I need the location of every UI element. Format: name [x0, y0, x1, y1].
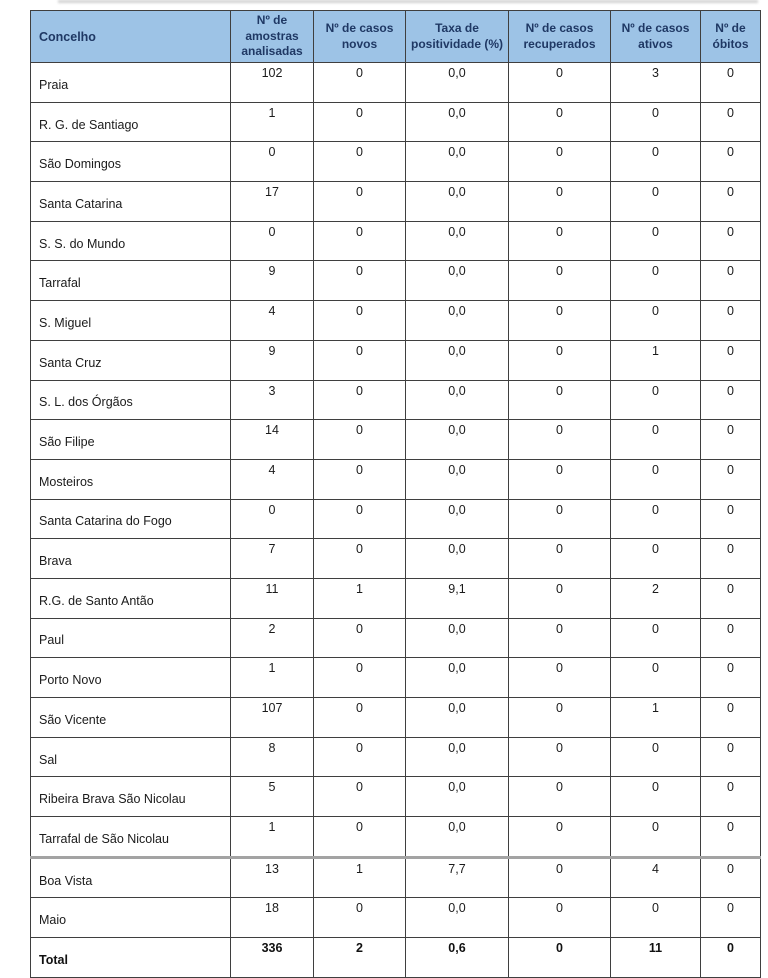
cell-taxa: 0,0 — [406, 777, 509, 817]
cell-recuperados: 0 — [509, 420, 611, 460]
cell-amostras: 0 — [231, 221, 314, 261]
cell-amostras: 14 — [231, 420, 314, 460]
cell-obitos: 0 — [701, 817, 761, 858]
table-row-sl-dos-orgaos — [31, 380, 761, 420]
cell-recuperados: 0 — [509, 102, 611, 142]
cell-recuperados: 0 — [509, 777, 611, 817]
cell-novos: 0 — [314, 658, 406, 698]
cell-taxa: 0,0 — [406, 658, 509, 698]
table-row-boa-vista — [31, 857, 761, 898]
column-header-casos-novos: Nº de casos novos — [314, 11, 406, 63]
table-row-rg-de-santiago — [31, 102, 761, 142]
column-header-concelho: Concelho — [31, 11, 231, 63]
cell-obitos: 0 — [701, 777, 761, 817]
cell-ativos: 0 — [611, 380, 701, 420]
cell-recuperados: 0 — [509, 618, 611, 658]
cell-obitos: 0 — [701, 221, 761, 261]
cell-taxa: 0,0 — [406, 898, 509, 938]
cell-taxa: 0,0 — [406, 539, 509, 579]
cell-taxa: 0,0 — [406, 459, 509, 499]
cell-taxa: 0,0 — [406, 261, 509, 301]
table-row-s-miguel — [31, 301, 761, 341]
cell-recuperados: 0 — [509, 698, 611, 738]
cell-concelho: S. S. do Mundo — [31, 221, 231, 261]
cell-recuperados: 0 — [509, 459, 611, 499]
cell-ativos: 0 — [611, 221, 701, 261]
cell-recuperados: 0 — [509, 499, 611, 539]
cell-recuperados: 0 — [509, 898, 611, 938]
table-row-tarrafal — [31, 261, 761, 301]
table-row-brava — [31, 539, 761, 579]
table-row-sal — [31, 737, 761, 777]
cell-taxa: 9,1 — [406, 578, 509, 618]
cell-concelho: Praia — [31, 63, 231, 103]
cell-taxa: 0,0 — [406, 499, 509, 539]
cell-novos: 0 — [314, 102, 406, 142]
cell-ativos: 0 — [611, 658, 701, 698]
table-row-paul — [31, 618, 761, 658]
cell-novos: 0 — [314, 898, 406, 938]
cell-taxa: 0,0 — [406, 102, 509, 142]
cell-obitos: 0 — [701, 102, 761, 142]
table-row-praia — [31, 63, 761, 103]
cell-ativos: 0 — [611, 737, 701, 777]
cell-ativos: 1 — [611, 698, 701, 738]
cell-ativos: 0 — [611, 817, 701, 858]
cell-ativos: 2 — [611, 578, 701, 618]
cell-obitos: 0 — [701, 340, 761, 380]
cell-obitos: 0 — [701, 578, 761, 618]
column-header-casos-recuperados: Nº de casos recuperados — [509, 11, 611, 63]
cell-novos: 0 — [314, 142, 406, 182]
cell-amostras: 2 — [231, 618, 314, 658]
cell-ativos: 0 — [611, 102, 701, 142]
table-row-tarrafal-de-sao-nicolau — [31, 817, 761, 858]
table-row-sao-filipe — [31, 420, 761, 460]
cell-ativos: 0 — [611, 459, 701, 499]
cell-amostras: 107 — [231, 698, 314, 738]
column-header-amostras-analisadas: Nº de amostras analisadas — [231, 11, 314, 63]
cell-recuperados: 0 — [509, 658, 611, 698]
column-header-obitos: Nº de óbitos — [701, 11, 761, 63]
cell-novos: 0 — [314, 420, 406, 460]
cell-amostras: 4 — [231, 459, 314, 499]
cell-obitos: 0 — [701, 499, 761, 539]
column-header-casos-ativos: Nº de casos ativos — [611, 11, 701, 63]
table-row-santa-catarina — [31, 182, 761, 222]
cell-total-amostras: 336 — [231, 938, 314, 978]
cell-concelho: Sal — [31, 737, 231, 777]
cell-recuperados: 0 — [509, 301, 611, 341]
cell-obitos: 0 — [701, 898, 761, 938]
cell-novos: 0 — [314, 380, 406, 420]
cell-concelho: São Domingos — [31, 142, 231, 182]
cell-concelho: Paul — [31, 618, 231, 658]
cell-novos: 0 — [314, 737, 406, 777]
cell-concelho: Maio — [31, 898, 231, 938]
cell-obitos: 0 — [701, 380, 761, 420]
cell-ativos: 0 — [611, 182, 701, 222]
cell-ativos: 4 — [611, 857, 701, 898]
cell-recuperados: 0 — [509, 182, 611, 222]
cell-recuperados: 0 — [509, 380, 611, 420]
cell-obitos: 0 — [701, 182, 761, 222]
cell-recuperados: 0 — [509, 857, 611, 898]
cell-novos: 0 — [314, 499, 406, 539]
cell-concelho: Tarrafal de São Nicolau — [31, 817, 231, 858]
cell-total-novos: 2 — [314, 938, 406, 978]
column-header-taxa-positividade: Taxa de positividade (%) — [406, 11, 509, 63]
cell-obitos: 0 — [701, 142, 761, 182]
cell-taxa: 0,0 — [406, 618, 509, 658]
cell-total-label: Total — [31, 938, 231, 978]
cell-taxa: 0,0 — [406, 340, 509, 380]
table-row-ss-do-mundo — [31, 221, 761, 261]
table-body — [31, 63, 761, 978]
cell-taxa: 0,0 — [406, 301, 509, 341]
page-edge-artifact — [58, 0, 758, 3]
cell-novos: 0 — [314, 261, 406, 301]
cell-amostras: 3 — [231, 380, 314, 420]
cell-obitos: 0 — [701, 737, 761, 777]
cell-novos: 0 — [314, 221, 406, 261]
cell-concelho: Tarrafal — [31, 261, 231, 301]
table-row-santa-cruz — [31, 340, 761, 380]
cell-recuperados: 0 — [509, 578, 611, 618]
cell-concelho: Santa Catarina do Fogo — [31, 499, 231, 539]
cell-novos: 1 — [314, 578, 406, 618]
cell-amostras: 9 — [231, 261, 314, 301]
cell-concelho: São Filipe — [31, 420, 231, 460]
cell-obitos: 0 — [701, 857, 761, 898]
cell-amostras: 4 — [231, 301, 314, 341]
cell-recuperados: 0 — [509, 221, 611, 261]
cell-obitos: 0 — [701, 261, 761, 301]
cell-obitos: 0 — [701, 698, 761, 738]
cell-ativos: 0 — [611, 301, 701, 341]
cell-novos: 0 — [314, 698, 406, 738]
cell-taxa: 0,0 — [406, 182, 509, 222]
cell-obitos: 0 — [701, 63, 761, 103]
cell-obitos: 0 — [701, 301, 761, 341]
cell-amostras: 11 — [231, 578, 314, 618]
cell-recuperados: 0 — [509, 539, 611, 579]
cell-taxa: 0,0 — [406, 63, 509, 103]
table-row-mosteiros — [31, 459, 761, 499]
cell-concelho: Brava — [31, 539, 231, 579]
cell-ativos: 0 — [611, 618, 701, 658]
cell-amostras: 18 — [231, 898, 314, 938]
cell-novos: 1 — [314, 857, 406, 898]
cell-amostras: 9 — [231, 340, 314, 380]
cell-amostras: 1 — [231, 817, 314, 858]
cell-obitos: 0 — [701, 658, 761, 698]
cell-total-ativos: 11 — [611, 938, 701, 978]
cell-recuperados: 0 — [509, 737, 611, 777]
cell-total-obitos: 0 — [701, 938, 761, 978]
cell-concelho: R. G. de Santiago — [31, 102, 231, 142]
cell-concelho: São Vicente — [31, 698, 231, 738]
cell-ativos: 0 — [611, 261, 701, 301]
cell-novos: 0 — [314, 182, 406, 222]
cell-amostras: 0 — [231, 499, 314, 539]
cell-concelho: R.G. de Santo Antão — [31, 578, 231, 618]
cell-concelho: Santa Catarina — [31, 182, 231, 222]
header-row — [31, 11, 761, 63]
cell-novos: 0 — [314, 539, 406, 579]
table-header — [31, 11, 761, 63]
cell-amostras: 17 — [231, 182, 314, 222]
cell-ativos: 1 — [611, 340, 701, 380]
cell-obitos: 0 — [701, 618, 761, 658]
cell-taxa: 0,0 — [406, 380, 509, 420]
table-row-maio — [31, 898, 761, 938]
cell-ativos: 3 — [611, 63, 701, 103]
cell-novos: 0 — [314, 817, 406, 858]
cell-novos: 0 — [314, 63, 406, 103]
cell-taxa: 0,0 — [406, 737, 509, 777]
cell-novos: 0 — [314, 777, 406, 817]
cell-amostras: 8 — [231, 737, 314, 777]
cell-ativos: 0 — [611, 898, 701, 938]
cell-amostras: 1 — [231, 658, 314, 698]
cell-recuperados: 0 — [509, 63, 611, 103]
cell-taxa: 0,0 — [406, 817, 509, 858]
table-row-santa-catarina-do-fogo — [31, 499, 761, 539]
cell-amostras: 7 — [231, 539, 314, 579]
cell-recuperados: 0 — [509, 817, 611, 858]
cell-taxa: 0,0 — [406, 420, 509, 460]
cell-taxa: 0,0 — [406, 142, 509, 182]
table-row-porto-novo — [31, 658, 761, 698]
cell-taxa: 7,7 — [406, 857, 509, 898]
cell-recuperados: 0 — [509, 340, 611, 380]
cell-novos: 0 — [314, 459, 406, 499]
cell-concelho: Boa Vista — [31, 857, 231, 898]
cell-novos: 0 — [314, 340, 406, 380]
cell-concelho: Santa Cruz — [31, 340, 231, 380]
cell-concelho: Mosteiros — [31, 459, 231, 499]
table-row-rg-de-santo-antao — [31, 578, 761, 618]
cell-total-taxa: 0,6 — [406, 938, 509, 978]
cell-taxa: 0,0 — [406, 698, 509, 738]
cell-amostras: 1 — [231, 102, 314, 142]
cell-concelho: Porto Novo — [31, 658, 231, 698]
cell-ativos: 0 — [611, 539, 701, 579]
cell-taxa: 0,0 — [406, 221, 509, 261]
table-row-sao-vicente — [31, 698, 761, 738]
table-row-ribeira-brava-sao-nicolau — [31, 777, 761, 817]
cell-amostras: 13 — [231, 857, 314, 898]
cell-concelho: S. L. dos Órgãos — [31, 380, 231, 420]
cell-obitos: 0 — [701, 539, 761, 579]
cell-obitos: 0 — [701, 459, 761, 499]
cell-concelho: S. Miguel — [31, 301, 231, 341]
cell-amostras: 5 — [231, 777, 314, 817]
cell-concelho: Ribeira Brava São Nicolau — [31, 777, 231, 817]
cell-novos: 0 — [314, 618, 406, 658]
cell-obitos: 0 — [701, 420, 761, 460]
cell-ativos: 0 — [611, 777, 701, 817]
cell-recuperados: 0 — [509, 142, 611, 182]
cell-amostras: 0 — [231, 142, 314, 182]
cell-total-recuperados: 0 — [509, 938, 611, 978]
cell-amostras: 102 — [231, 63, 314, 103]
cell-ativos: 0 — [611, 420, 701, 460]
table-row-sao-domingos — [31, 142, 761, 182]
cell-novos: 0 — [314, 301, 406, 341]
cell-ativos: 0 — [611, 142, 701, 182]
cell-recuperados: 0 — [509, 261, 611, 301]
cell-ativos: 0 — [611, 499, 701, 539]
covid-municipality-table — [30, 10, 761, 978]
table-row-total — [31, 938, 761, 978]
